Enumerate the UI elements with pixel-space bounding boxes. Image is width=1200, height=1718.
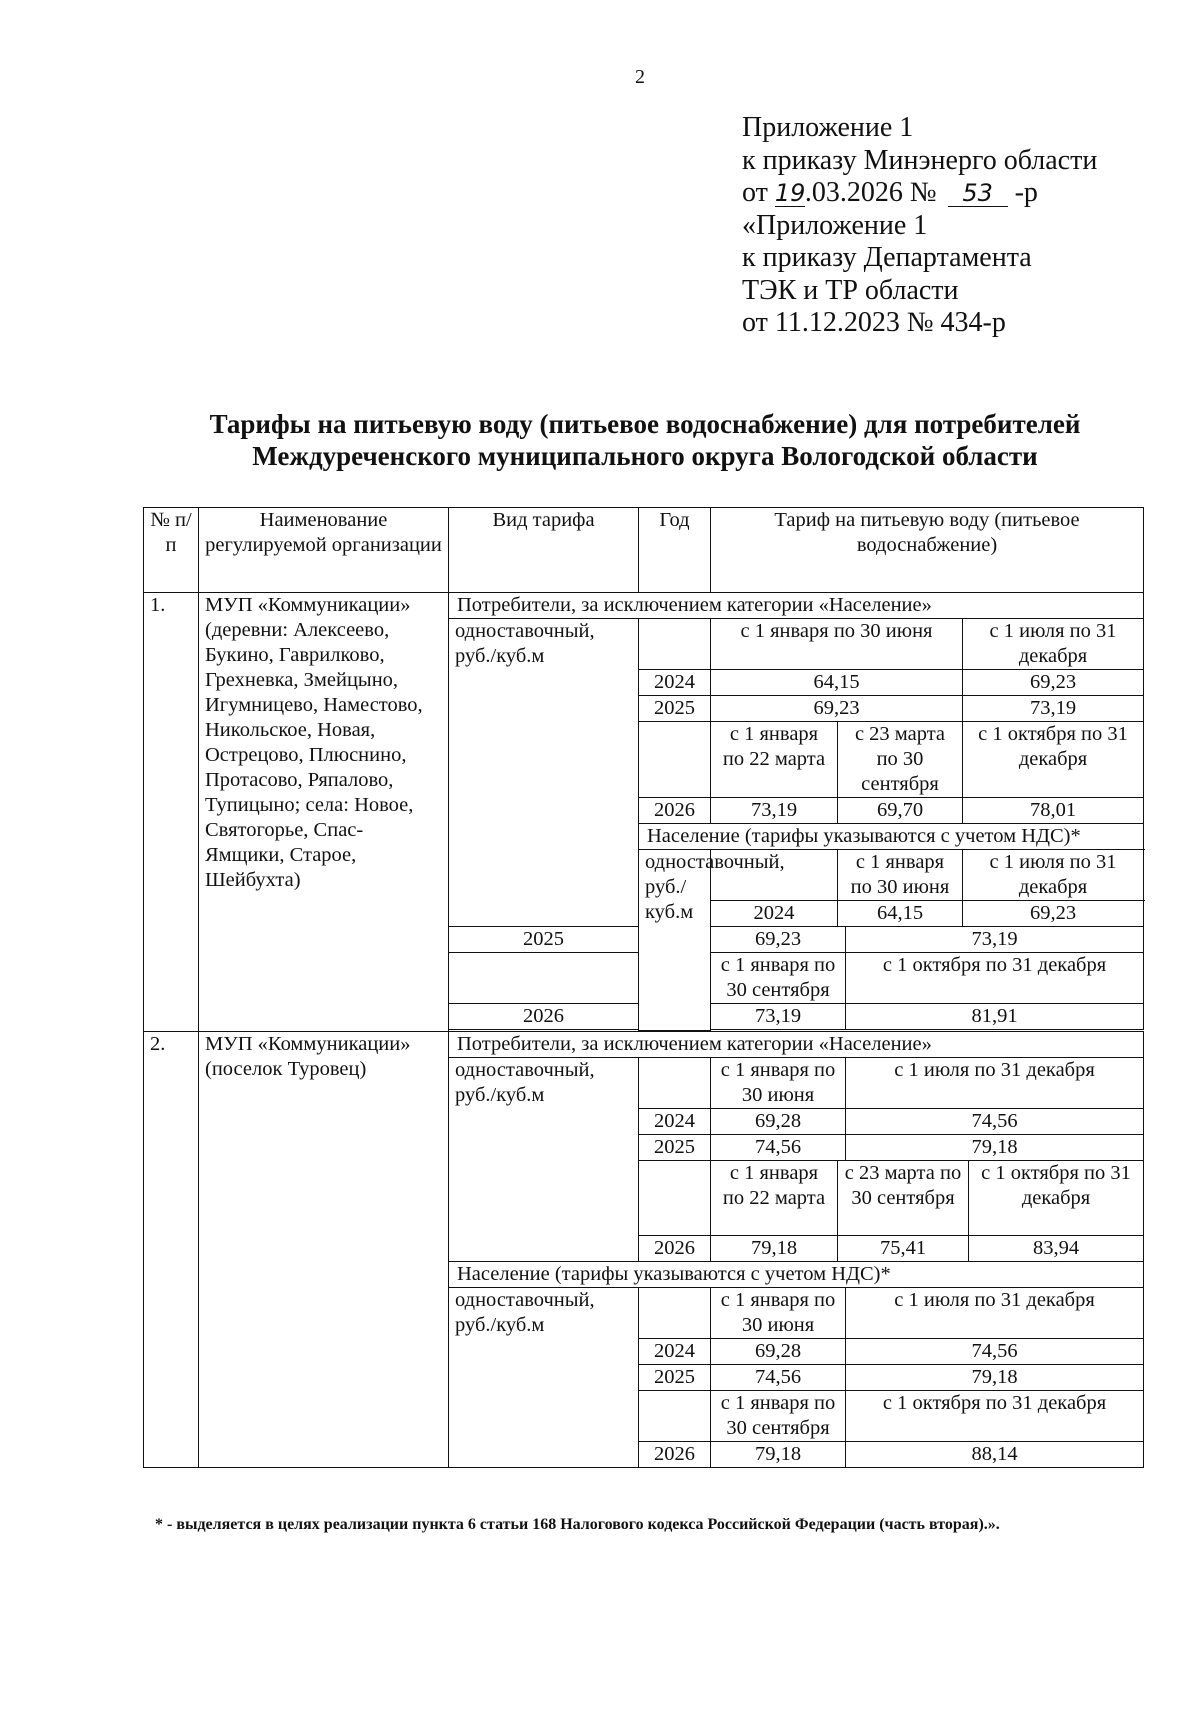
title-line: Междуреченского муниципального округа Вологодской области [252, 441, 1038, 471]
period-label: с 1 октября по 31 декабря [969, 1161, 1144, 1236]
page-number: 2 [635, 66, 645, 88]
tariff-value: 64,15 [711, 670, 963, 696]
tariff-type: одноставочный, руб./куб.м [639, 850, 711, 1031]
tariff-value: 81,91 [846, 1004, 1144, 1030]
header-org: Наименование регулируемой организации [199, 508, 449, 593]
tariff-value: 73,19 [711, 798, 838, 824]
org-name: МУП «Коммуникации» (поселок Туровец) [199, 1032, 449, 1468]
year-cell: 2024 [639, 670, 711, 696]
appendix-line: к приказу Минэнерго области [742, 144, 1098, 176]
appendix-line: Приложение 1 [742, 112, 914, 143]
row-number: 1. [144, 593, 199, 1032]
document-title [160, 408, 1130, 472]
year-cell-empty [639, 1161, 711, 1236]
tariff-value: 83,94 [969, 1236, 1144, 1262]
tariff-value: 79,18 [846, 1365, 1144, 1391]
tariff-value: 88,14 [846, 1442, 1144, 1468]
year-cell: 2026 [639, 1236, 711, 1262]
period-label: с 23 марта по 30 сентября [838, 722, 963, 798]
tariff-value: 74,56 [711, 1135, 846, 1161]
year-cell-empty [639, 619, 711, 670]
tariff-value: 74,56 [846, 1339, 1144, 1365]
tariff-value: 69,28 [711, 1109, 846, 1135]
header-tariff: Тариф на питьевую воду (питьевое водоснабжение) [711, 508, 1144, 593]
period-label: с 1 января по 30 июня [838, 850, 963, 901]
year-cell-empty [639, 1058, 711, 1109]
tariff-value: 69,70 [838, 798, 963, 824]
year-cell: 2025 [639, 696, 711, 722]
handwritten-order-number: 53 [948, 180, 1008, 207]
appendix-line: ТЭК и ТР области [742, 274, 959, 306]
row-number: 2. [144, 1032, 199, 1468]
tariff-value: 64,15 [838, 901, 963, 927]
table-row [144, 1032, 1144, 1058]
year-cell: 2026 [639, 1442, 711, 1468]
year-cell: 2024 [711, 901, 838, 927]
period-label: с 1 октября по 31 декабря [963, 722, 1144, 798]
tariff-value: 69,23 [711, 696, 963, 722]
year-cell: 2024 [639, 1109, 711, 1135]
tariff-table [143, 507, 1144, 1468]
year-cell-empty [449, 953, 639, 1004]
period-label: с 1 июля по 31 декабря [846, 1288, 1144, 1339]
period-label: с 1 июля по 31 декабря [846, 1058, 1144, 1109]
category-label: Население (тарифы указываются с учетом НДС)* [639, 824, 1144, 850]
tariff-value: 74,56 [846, 1109, 1144, 1135]
tariff-value: 73,19 [963, 696, 1144, 722]
period-label: с 1 июля по 31 декабря [963, 619, 1144, 670]
tariff-value: 69,23 [711, 927, 846, 953]
period-label: с 1 октября по 31 декабря [846, 953, 1144, 1004]
year-cell-empty [639, 1391, 711, 1442]
year-cell: 2025 [639, 1135, 711, 1161]
tariff-value: 69,23 [963, 670, 1144, 696]
footnote: * - выделяется в целях реализации пункта 6 статьи 168 Налогового кодекса Российской Федерации (часть вторая).». [155, 1516, 1000, 1533]
appendix-order-date-line [742, 177, 1097, 210]
order-mid: .03.2026 № [804, 177, 944, 208]
tariff-type: одноставочный, руб./куб.м [449, 1058, 639, 1262]
category-label: Потребители, за исключением категории «Население» [449, 593, 1144, 619]
tariff-value: 79,18 [711, 1236, 838, 1262]
period-label: с 1 января по 30 июня [711, 1288, 846, 1339]
year-cell-empty [639, 722, 711, 798]
org-name: МУП «Коммуникации» (деревни: Алексеево, Букино, Гаврилково, Грехневка, Змейцыно, Игумницево, Наместово, Никольское, Новая, Острецово, Плюснино, Протасово, Ряпалово, Тупицыно; села: Новое, Святогорье, Спас-Ямщики, Старое, Шейбухта) [199, 593, 449, 1032]
tariff-value: 73,19 [846, 927, 1144, 953]
tariff-value: 79,18 [846, 1135, 1144, 1161]
header-type: Вид тарифа [449, 508, 639, 593]
table-row [144, 593, 1144, 619]
period-label: с 1 июля по 31 декабря [963, 850, 1144, 901]
table-header-row [144, 508, 1144, 593]
year-cell: 2024 [639, 1339, 711, 1365]
title-line: Тарифы на питьевую воду (питьевое водоснабжение) для потребителей [209, 409, 1081, 439]
tariff-value: 79,18 [711, 1442, 846, 1468]
year-cell: 2025 [639, 1365, 711, 1391]
appendix-line: от 11.12.2023 № 434-р [742, 307, 1006, 338]
order-suffix: -р [1007, 177, 1038, 208]
year-cell: 2025 [449, 927, 639, 953]
category-label: Потребители, за исключением категории «Население» [449, 1032, 1144, 1058]
year-cell: 2026 [449, 1004, 639, 1030]
year-cell-empty [639, 1288, 711, 1339]
header-year: Год [639, 508, 711, 593]
period-label: с 1 октября по 31 декабря [846, 1391, 1144, 1442]
period-label: с 23 марта по 30 сентября [838, 1161, 969, 1236]
header-num: № п/п [144, 508, 199, 593]
tariff-value: 78,01 [963, 798, 1144, 824]
period-label: с 1 января по 22 марта [711, 1161, 838, 1236]
tariff-value: 69,28 [711, 1339, 846, 1365]
period-label: с 1 января по 30 сентября [711, 1391, 846, 1442]
year-cell: 2026 [639, 798, 711, 824]
tariff-value: 75,41 [838, 1236, 969, 1262]
tariff-type: одноставочный, руб./куб.м [449, 1288, 639, 1468]
period-label: с 1 января по 22 марта [711, 722, 838, 798]
period-label: с 1 января по 30 июня [711, 1058, 846, 1109]
order-prefix: от [742, 177, 775, 208]
category-label: Население (тарифы указываются с учетом НДС)* [449, 1262, 1144, 1288]
handwritten-day: 19 [774, 179, 806, 207]
appendix-line: к приказу Департамента [742, 242, 1032, 273]
tariff-value: 74,56 [711, 1365, 846, 1391]
period-label: с 1 января по 30 июня [711, 619, 963, 670]
tariff-value: 69,23 [963, 901, 1144, 927]
period-label: с 1 января по 30 сентября [711, 953, 846, 1004]
appendix-line: «Приложение 1 [742, 209, 928, 241]
tariff-type: одноставочный, руб./куб.м [449, 619, 639, 927]
tariff-value: 73,19 [711, 1004, 846, 1030]
appendix-header [742, 112, 1097, 340]
